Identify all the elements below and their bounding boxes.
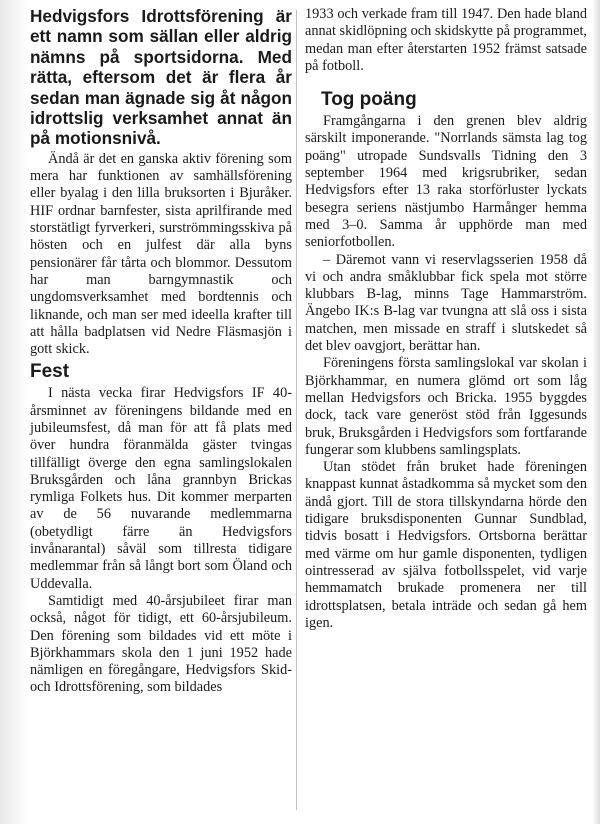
body-paragraph: Utan stödet från bruket hade föreningen knappast kunnat åstadkomma så mycket som den ändå gjort. Till de stora tillskyndarna hörde den tidigare bruksdisponenten Gunnar Sundblad, tidvis bosatt i Hedvigsfors. Ortsborna berättar med värme om hur gamle disponenten, tydligen ointresserad av själva fotbollsspelet, vid varje hemmamatch brukade promenera ner till idrottsplatsen, betala inträde och sedan gå hem igen. — [305, 459, 587, 631]
section-heading: Tog poäng — [321, 89, 417, 111]
body-paragraph: – Däremot vann vi reservlagsserien 1958 då vi och andra småklubbar fick spela mot större klubbars B-lag, minns Tage Hammarström. Ängebo IK:s B-lag var tvungna att slå oss i sista matchen, men missade en straff i slutskedet så det blev oavgjort, berättar han. — [305, 251, 587, 355]
lead-paragraph: Hedvigsfors Idrottsförening är ett namn som sällan eller aldrig nämns på sportsidorna. Med rätta, eftersom det är flera år sedan man ägnade sig åt någon idrottslig verksamhet annat än på motionsnivå. — [30, 6, 292, 149]
body-paragraph: Föreningens första samlingslokal var skolan i Björkhammar, en numera glömd ort som låg mellan Hedvigsfors och Bricka. 1955 byggdes dock, tack vare generöst stöd från Iggesunds bruk, Bruksgården i Hedvigsfors som fortfarande fungerar som klubbens samlingsplats. — [305, 355, 587, 458]
body-paragraph: Samtidigt med 40-årsjubileet firar man också, något för tidigt, ett 60-årsjubileum. Den förening som bildades vid ett möte i Björkhammars skola den 1 juni 1952 hade nämligen en föregångare, Hedvigsfors Skid- och Idrottsförening, som bildades — [30, 592, 292, 696]
body-paragraph: Framgångarna i den grenen blev aldrig särskilt imponerande. "Norrlands sämsta lag tog poäng" utropade Sundsvalls Tidning den 3 september 1964 med krigsrubriker, sedan Hedvigsfors efter 13 raka storförluster lyckats besegra seriens nästjumbo Harmånger hemma med 3–0. Samma år upphörde man med seniorfotbollen. — [305, 113, 587, 251]
body-paragraph: Ändå är det en ganska aktiv förening som mera har funktionen av samhällsförening eller byalag i den lilla bruksorten i Bjuråker. HIF ordnar barnfester, sista aprilfirande med storstätligt fyrverkeri, surströmmingsskiva på hösten och en julfest där alla byns pensionärer får tårta och blommor. Dessutom har man barngymnastik och ungdomsverksamhet med bordtennis och liknande, och man ser med ideella krafter till att hålla badplatsen vid Nedre Fläsmasjön i gott skick. — [30, 150, 292, 358]
body-paragraph: 1933 och verkade fram till 1947. Den hade bland annat skidlöpning och skidskytte på programmet, medan man efter återstarten 1952 främst satsade på fotboll. — [305, 6, 587, 74]
left-gutter — [0, 0, 26, 824]
right-page-edge — [592, 0, 600, 824]
section-heading: Fest — [30, 361, 70, 383]
column-rule — [296, 10, 297, 810]
left-column — [30, 6, 292, 697]
body-paragraph: I nästa vecka firar Hedvigsfors IF 40-årsminnet av föreningens bildande med en jubileumsfest, då man för att få plats med över hundra föranmälda gäster tvingas tillfälligt överge den egna samlingslokalen Bruksgården och låna grannbyn Brickas rymliga Folkets hus. Dit kommer merparten av de 56 nuvarande medlemmarna (obetydligt färre än Hedvigsfors invånarantal) såväl som tillresta tidigare medlemmar från så långt bort som Öland och Uddevalla. — [30, 385, 292, 592]
right-column — [305, 6, 587, 632]
